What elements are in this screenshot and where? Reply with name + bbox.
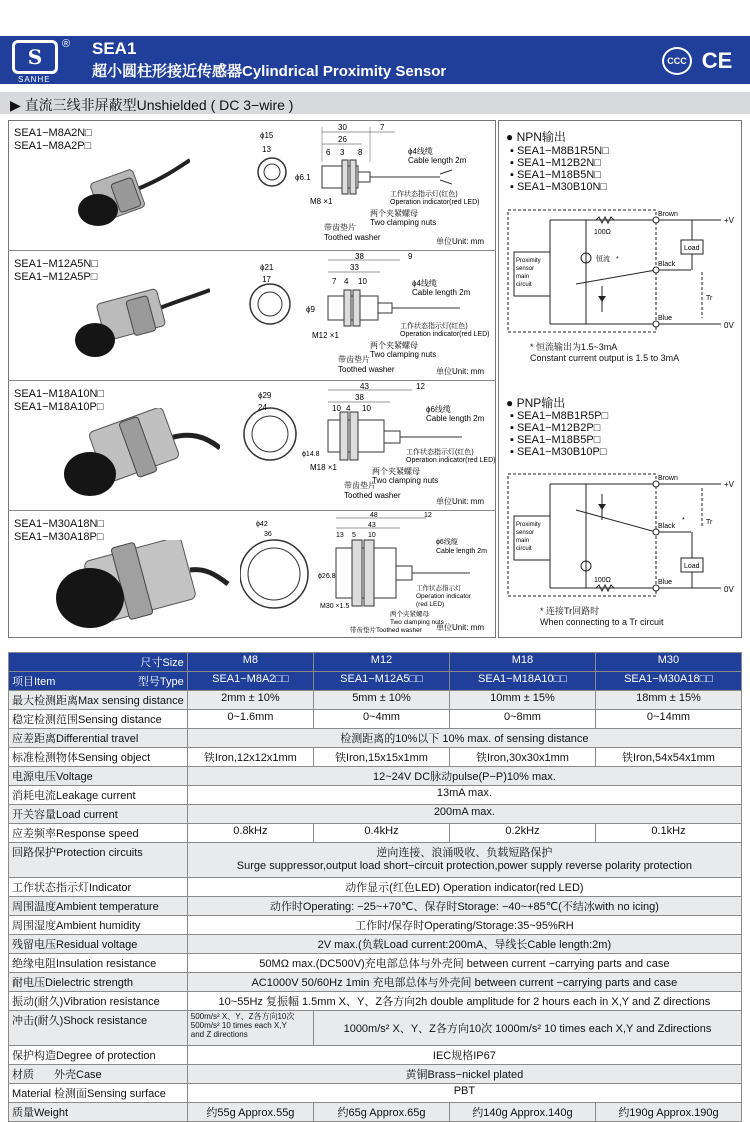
cell: 12~24V DC脉动pulse(P−P)10% max. — [187, 767, 741, 786]
cell: 约55g Approx.55g — [187, 1103, 313, 1122]
plus-v-label: +V — [724, 216, 735, 225]
row-label: 回路保护Protection circuits — [9, 843, 188, 878]
table-row — [9, 805, 742, 824]
indicator-label: Operation indicator(red LED) — [406, 457, 496, 464]
cable-label: ϕ4线缆 — [408, 147, 433, 156]
table-row — [9, 1065, 742, 1084]
sanhe-logo — [12, 38, 71, 84]
table-row — [9, 1011, 742, 1046]
washer-label: 带齿垫片 — [324, 223, 356, 232]
table-header-size — [9, 653, 742, 672]
row-label: 冲击(耐久)Shock resistance — [9, 1011, 188, 1046]
npn-circuit-diagram — [506, 206, 740, 338]
row-label: 周围湿度Ambient humidity — [9, 916, 188, 935]
row-label-part: 检测面Sensing surface — [54, 1088, 166, 1100]
row-label: 标准检测物体Sensing object — [9, 748, 188, 767]
cell: 铁Iron,12x12x1mm — [187, 748, 313, 767]
cell: 50MΩ max.(DC500V)充电部总体与外壳间 between current −carrying parts and case — [187, 954, 741, 973]
cell: 10mm ± 15% — [449, 691, 595, 710]
cell: 0~8mm — [449, 710, 595, 729]
dim-label: 10 — [362, 404, 371, 413]
npn-model-list — [510, 145, 609, 193]
model-family-title: SEA1 — [92, 39, 137, 58]
pnp-title: ● PNP输出 — [506, 396, 566, 410]
row-label-part: 外壳Case — [54, 1069, 102, 1081]
pnp-note — [540, 606, 664, 628]
note-line: * 连接Tr回路时 — [540, 606, 600, 616]
npn-title: ● NPN输出 — [506, 130, 566, 144]
pnp-model: ▪ SEA1−M30B10P□ — [510, 446, 607, 458]
ccc-certification-icon: CCC — [662, 47, 692, 75]
cell: 0~4mm — [314, 710, 450, 729]
cell: 动作显示(红色LED) Operation indicator(red LED) — [187, 878, 741, 897]
cell: 2mm ± 10% — [187, 691, 313, 710]
dim-label: 5 — [352, 532, 356, 539]
npn-model: ▪ SEA1−M12B2N□ — [510, 157, 601, 169]
table-row — [9, 691, 742, 710]
row-label: 应差距离Differential travel — [9, 729, 188, 748]
cell: 0~14mm — [595, 710, 741, 729]
cell: 黄铜Brass−nickel plated — [187, 1065, 741, 1084]
plus-v-label: +V — [724, 480, 735, 489]
row-label: 最大检测距离Max sensing distance — [9, 691, 188, 710]
dim-label: M18 ×1 — [310, 463, 337, 472]
dim-label: 30 — [338, 123, 347, 132]
table-header-type — [9, 672, 742, 691]
dim-label: 6 — [326, 148, 331, 157]
row-label: 绝缘电阻Insulation resistance — [9, 954, 188, 973]
cell: 工作时/保存时Operating/Storage:35~95%RH — [187, 916, 741, 935]
wire-brown: Brown — [658, 475, 678, 482]
model-name: SEA1−M8A2N□ — [14, 127, 92, 139]
row-label: 残留电压Residual voltage — [9, 935, 188, 954]
constant-current-label: 恒流 — [596, 256, 610, 263]
nuts-label: Two clamping nuts — [390, 619, 444, 626]
table-row — [9, 767, 742, 786]
model-name: SEA1−M18A10N□ — [14, 388, 105, 400]
type-col: SEA1−M8A2□□ — [187, 672, 313, 691]
table-row — [9, 824, 742, 843]
note-line: Constant current output is 1.5 to 3mA — [530, 353, 680, 363]
dim-label: 43 — [360, 382, 369, 391]
cell: 2V max.(负载Load current:200mA、导线长Cable length:2m) — [187, 935, 741, 954]
pnp-model-list — [510, 410, 608, 458]
nuts-label: Two clamping nuts — [370, 350, 437, 359]
cell: 动作时Operating: −25~+70℃、保存时Storage: −40~+85℃(不结冰with no icing) — [187, 897, 741, 916]
m18-dimension-drawing — [240, 382, 496, 508]
cell: AC1000V 50/60Hz 1min 充电部总体与外壳间 between current −carrying parts and case — [187, 973, 741, 992]
washer-label: 带齿垫片 — [344, 481, 376, 490]
zero-v-label: 0V — [724, 585, 734, 594]
dim-label: 12 — [416, 382, 425, 391]
cell: 200mA max. — [187, 805, 741, 824]
npn-model: ▪ SEA1−M18B5N□ — [510, 169, 601, 181]
star-label: * — [616, 256, 619, 263]
m8-sensor-photo — [40, 150, 190, 245]
model-name: SEA1−M8A2P□ — [14, 140, 92, 152]
dim-label: ϕ9 — [306, 305, 315, 314]
dim-label: 8 — [358, 148, 363, 157]
m30-dimension-drawing — [240, 512, 496, 636]
dim-label: ϕ42 — [256, 521, 268, 528]
pnp-model: ▪ SEA1−M12B2P□ — [510, 422, 601, 434]
dim-label: 10 — [332, 404, 341, 413]
cell: 约140g Approx.140g — [449, 1103, 595, 1122]
type-col: SEA1−M30A18□□ — [595, 672, 741, 691]
indicator-label: Operation indicator(red LED) — [400, 331, 490, 338]
row-divider — [8, 250, 496, 251]
dim-label: ϕ29 — [258, 391, 272, 400]
main-circuit-label: main — [516, 274, 530, 280]
size-col: M30 — [595, 653, 741, 672]
dim-label: 38 — [355, 393, 364, 402]
size-col: M18 — [449, 653, 595, 672]
load-label: Load — [684, 245, 700, 252]
cell: 0.8kHz — [187, 824, 313, 843]
wire-blue: Blue — [658, 315, 673, 322]
cell: IEC规格IP67 — [187, 1046, 741, 1065]
dim-label: 10 — [368, 532, 376, 539]
wire-black: Black — [658, 523, 676, 530]
indicator-label: Operation indicator — [416, 593, 471, 600]
model-name: SEA1−M12A5P□ — [14, 271, 98, 283]
npn-note — [530, 342, 679, 364]
cell: 0.1kHz — [595, 824, 741, 843]
table-row — [9, 1103, 742, 1122]
table-row — [9, 954, 742, 973]
m12-sensor-photo — [40, 278, 210, 373]
cell: 18mm ± 15% — [595, 691, 741, 710]
m18-sensor-photo — [50, 408, 220, 508]
main-circuit-label: circuit — [516, 546, 532, 552]
pnp-model: ▪ SEA1−M18B5P□ — [510, 434, 601, 446]
unit-label: 单位Unit: mm — [436, 237, 484, 246]
row-label: 开关容量Load current — [9, 805, 188, 824]
row-label — [9, 1084, 188, 1103]
dim-label: 48 — [370, 512, 378, 519]
nuts-label: 两个夹紧螺母 — [372, 467, 420, 476]
washer-label: 带齿垫片Toothed washer — [350, 627, 422, 634]
star-label: * — [682, 517, 685, 524]
nuts-label: 两个夹紧螺母 — [390, 611, 429, 618]
cell: 0.4kHz — [314, 824, 450, 843]
row-label: 消耗电流Leakage current — [9, 786, 188, 805]
dim-label: ϕ6.1 — [295, 173, 311, 182]
indicator-label: Operation indicator(red LED) — [390, 199, 480, 206]
cell: 13mA max. — [187, 786, 741, 805]
dim-label: 26 — [338, 135, 347, 144]
table-row — [9, 1046, 742, 1065]
size-col: M8 — [187, 653, 313, 672]
table-row — [9, 916, 742, 935]
item-header: 项目Item — [12, 676, 56, 688]
main-circuit-label: circuit — [516, 282, 532, 288]
cell: 10~55Hz 复振幅 1.5mm X、Y、Z各方向2h double amplitude for 2 hours each in X,Y and Z directions — [187, 992, 741, 1011]
dim-label: 10 — [358, 277, 367, 286]
spec-table — [8, 652, 742, 1122]
table-row — [9, 973, 742, 992]
logo-brand-name: SANHE — [18, 75, 51, 84]
cell: 铁Iron,15x15x1mm — [314, 748, 450, 767]
cell: 铁Iron,54x54x1mm — [595, 748, 741, 767]
section-title: ▶ 直流三线非屏蔽型Unshielded ( DC 3−wire ) — [10, 97, 294, 113]
product-title: 超小圆柱形接近传感器Cylindrical Proximity Sensor — [92, 63, 447, 80]
type-col: SEA1−M18A10□□ — [449, 672, 595, 691]
note-line: * 恒流输出为1.5~3mA — [530, 342, 618, 352]
row-label: 质量Weight — [9, 1103, 188, 1122]
dim-label: M30 ×1.5 — [320, 603, 350, 610]
dim-label: 36 — [264, 531, 272, 538]
type-col: SEA1−M12A5□□ — [314, 672, 450, 691]
dim-label: 3 — [340, 148, 345, 157]
model-name: SEA1−M12A5N□ — [14, 258, 98, 270]
cell: PBT — [187, 1084, 741, 1103]
dim-label: ϕ15 — [260, 131, 274, 140]
wire-black: Black — [658, 261, 676, 268]
indicator-label: 工作状态指示灯(红色) — [390, 191, 458, 198]
cell: 0.2kHz — [449, 824, 595, 843]
table-row — [9, 843, 742, 878]
main-circuit-label: main — [516, 538, 530, 544]
cell: 0~1.6mm — [187, 710, 313, 729]
logo-mark: S — [12, 40, 58, 74]
unit-label: 单位Unit: mm — [436, 367, 484, 376]
dim-label: 13 — [262, 145, 271, 154]
cell: 1000m/s² X、Y、Z各方向10次 1000m/s² 10 times each X,Y and Zdirections — [314, 1011, 742, 1046]
row-label: 振动(耐久)Vibration resistance — [9, 992, 188, 1011]
row-label: 应差频率Response speed — [9, 824, 188, 843]
indicator-label: 工作状态指示灯 — [416, 585, 462, 592]
cell: 5mm ± 10% — [314, 691, 450, 710]
size-col: M12 — [314, 653, 450, 672]
cable-label: Cable length 2m — [426, 414, 485, 423]
item-type-header — [9, 672, 188, 691]
ce-certification-icon: CE — [701, 48, 733, 73]
cable-label: ϕ6线缆 — [426, 405, 451, 414]
washer-label: Toothed washer — [338, 365, 395, 374]
dim-label: M8 ×1 — [310, 197, 333, 206]
tr-label: Tr — [706, 519, 713, 526]
zero-v-label: 0V — [724, 321, 734, 330]
unit-label: 单位Unit: mm — [436, 497, 484, 506]
dim-label: 4 — [346, 404, 351, 413]
washer-label: 带齿垫片 — [338, 355, 370, 364]
dim-label: 38 — [355, 252, 364, 261]
row-label: 周围温度Ambient temperature — [9, 897, 188, 916]
size-header-label: 尺寸Size — [9, 653, 188, 672]
model-name: SEA1−M30A18N□ — [14, 518, 105, 530]
cable-label: Cable length 2m — [408, 156, 467, 165]
tr-label: Tr — [706, 295, 713, 302]
m12-dimension-drawing — [240, 252, 496, 378]
m8-dimension-drawing — [240, 122, 496, 248]
m30-sensor-photo — [50, 540, 230, 636]
dim-label: 7 — [332, 277, 337, 286]
cell-line: 500m/s² 10 times each X,Y — [190, 1021, 287, 1030]
load-label: Load — [684, 563, 700, 570]
table-row — [9, 729, 742, 748]
row-label — [9, 1065, 188, 1084]
cell: 约65g Approx.65g — [314, 1103, 450, 1122]
main-circuit-label: sensor — [516, 530, 535, 536]
cable-label: ϕ6线缆 — [436, 539, 458, 546]
cable-label: ϕ4线缆 — [412, 279, 437, 288]
cell: 铁Iron,30x30x1mm — [449, 748, 595, 767]
nuts-label: 两个夹紧螺母 — [370, 341, 418, 350]
cable-label: Cable length 2m — [412, 288, 471, 297]
row-label: 电源电压Voltage — [9, 767, 188, 786]
wire-blue: Blue — [658, 579, 673, 586]
main-circuit-label: sensor — [516, 266, 535, 272]
row-label: 耐电压Dielectric strength — [9, 973, 188, 992]
cell-line: 逆向连接、浪涌吸收、负载短路保护 — [376, 847, 553, 859]
cell-line: 500m/s² X、Y、Z各方向10次 — [190, 1012, 295, 1021]
npn-model: ▪ SEA1−M8B1R5N□ — [510, 145, 609, 157]
dim-label: 12 — [424, 512, 432, 519]
resistor-label: 100Ω — [594, 577, 611, 584]
dim-label: ϕ14.8 — [302, 451, 320, 458]
dim-label: 9 — [408, 252, 413, 261]
table-row — [9, 992, 742, 1011]
table-row — [9, 786, 742, 805]
cell — [187, 843, 741, 878]
row-divider — [8, 510, 496, 511]
main-circuit-label: Proximity — [516, 522, 541, 528]
indicator-label: (red LED) — [416, 601, 445, 608]
wire-brown: Brown — [658, 211, 678, 218]
dim-label: 13 — [336, 532, 344, 539]
table-row — [9, 935, 742, 954]
model-name: SEA1−M30A18P□ — [14, 531, 104, 543]
pnp-model: ▪ SEA1−M8B1R5P□ — [510, 410, 609, 422]
cell — [187, 1011, 313, 1046]
row-label-part: Material — [12, 1088, 52, 1100]
nuts-label: Two clamping nuts — [372, 476, 439, 485]
nuts-label: Two clamping nuts — [370, 218, 437, 227]
cell: 检测距离的10%以下 10% max. of sensing distance — [187, 729, 741, 748]
washer-label: Toothed washer — [324, 233, 381, 242]
nuts-label: 两个夹紧螺母 — [370, 209, 418, 218]
table-row — [9, 1084, 742, 1103]
registered-mark: ® — [62, 38, 71, 50]
pnp-circuit-diagram — [506, 470, 740, 602]
section-band — [0, 92, 750, 114]
row-label-part: 材质 — [12, 1069, 34, 1081]
table-row — [9, 878, 742, 897]
row-label: 保护构造Degree of protection — [9, 1046, 188, 1065]
dim-label: 24 — [258, 403, 267, 412]
resistor-label: 100Ω — [594, 229, 611, 236]
row-label: 稳定检测范围Sensing distance — [9, 710, 188, 729]
model-name: SEA1−M18A10P□ — [14, 401, 104, 413]
washer-label: Toothed washer — [344, 491, 401, 500]
table-row — [9, 710, 742, 729]
table-row — [9, 748, 742, 767]
dim-label: 43 — [368, 522, 376, 529]
dim-label: 4 — [344, 277, 349, 286]
row-divider — [8, 380, 496, 381]
type-header: 型号Type — [137, 676, 184, 688]
dim-label: ϕ26.8 — [318, 573, 336, 580]
dim-label: 33 — [350, 263, 359, 272]
note-line: When connecting to a Tr circuit — [540, 617, 664, 627]
cell-line: Surge suppressor,output load short−circuit protection,power supply reverse polarity protection — [236, 860, 692, 872]
row-label: 工作状态指示灯Indicator — [9, 878, 188, 897]
unit-label: 单位Unit: mm — [436, 623, 484, 632]
cell-line: and Z directions — [190, 1030, 248, 1039]
dim-label: 17 — [262, 275, 271, 284]
table-row — [9, 897, 742, 916]
indicator-label: 工作状态指示灯(红色) — [406, 449, 474, 456]
indicator-label: 工作状态指示灯(红色) — [400, 323, 468, 330]
npn-model: ▪ SEA1−M30B10N□ — [510, 181, 608, 193]
dim-label: ϕ21 — [260, 263, 274, 272]
main-circuit-label: Proximity — [516, 258, 541, 264]
dim-label: M12 ×1 — [312, 331, 339, 340]
cell: 约190g Approx.190g — [595, 1103, 741, 1122]
cable-label: Cable length 2m — [436, 548, 487, 555]
dim-label: 7 — [380, 123, 385, 132]
